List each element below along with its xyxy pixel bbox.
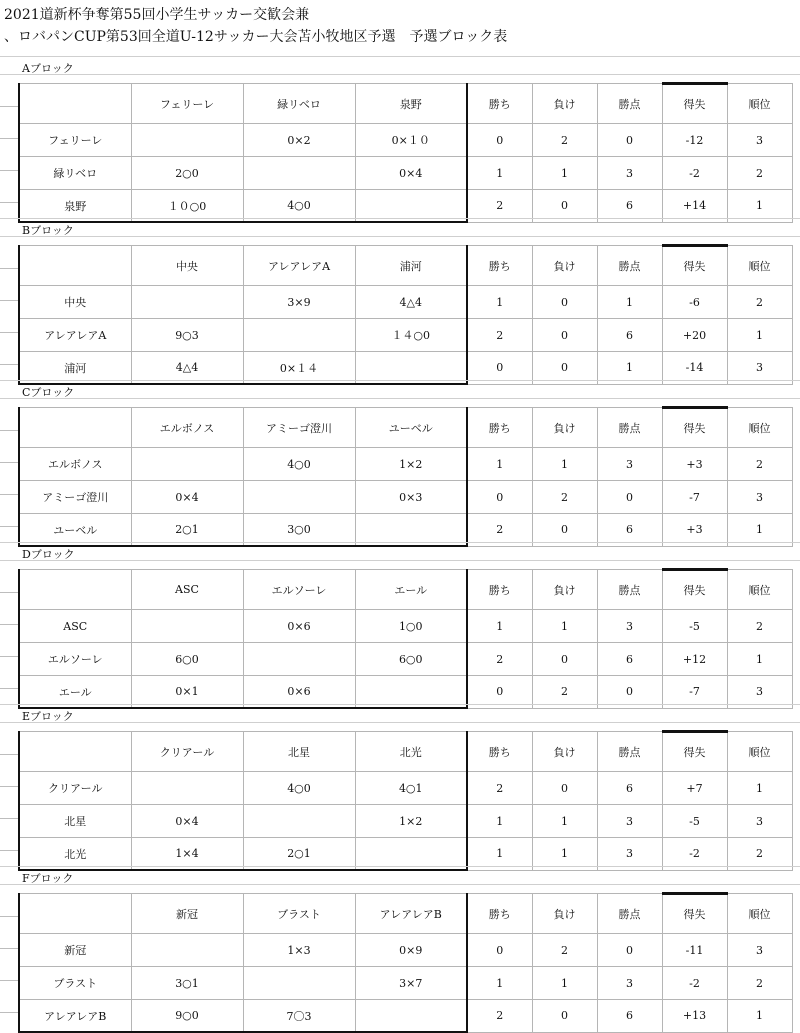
block-table — [18, 244, 793, 385]
stat-wins: 2 — [467, 1000, 532, 1033]
grid-line-stub — [0, 364, 18, 365]
self-match-cell — [131, 286, 243, 319]
stat-losses: 2 — [532, 124, 597, 157]
col-header-team: 北星 — [243, 732, 355, 772]
stat-wins: 2 — [467, 643, 532, 676]
match-result: 0×1 — [131, 676, 243, 709]
block-label: Fブロック — [22, 872, 74, 885]
row-header-team: 北星 — [19, 805, 131, 838]
col-header-stat: 得失 — [662, 732, 727, 772]
match-result: 7〇3 — [243, 1000, 355, 1033]
stat-goal-diff: +20 — [662, 319, 727, 352]
grid-line-stub — [0, 624, 18, 625]
col-header-team: フェリーレ — [131, 84, 243, 124]
match-result: 0×4 — [355, 157, 467, 190]
grid-line-stub — [0, 980, 18, 981]
block-d — [0, 548, 800, 698]
match-result: 0×4 — [131, 805, 243, 838]
row-header-team: アレアレアA — [19, 319, 131, 352]
match-result: 0×6 — [243, 610, 355, 643]
col-header-stat: 勝ち — [467, 894, 532, 934]
col-header-team: 緑リベロ — [243, 84, 355, 124]
stat-rank: 2 — [727, 286, 792, 319]
col-header-stat: 順位 — [727, 408, 792, 448]
self-match-cell — [243, 481, 355, 514]
table-header-row — [19, 732, 792, 772]
corner-cell — [19, 408, 131, 448]
grid-line — [0, 704, 800, 705]
grid-line-stub — [0, 688, 18, 689]
stat-losses: 0 — [532, 352, 597, 385]
stat-points: 0 — [597, 676, 662, 709]
stat-rank: 2 — [727, 157, 792, 190]
col-header-stat: 得失 — [662, 894, 727, 934]
stat-points: 6 — [597, 772, 662, 805]
col-header-stat: 順位 — [727, 246, 792, 286]
block-f — [0, 872, 800, 1022]
grid-line-stub — [0, 850, 18, 851]
row-header-team: 新冠 — [19, 934, 131, 967]
stat-wins: 2 — [467, 514, 532, 547]
stat-wins: 2 — [467, 319, 532, 352]
table-row — [19, 319, 792, 352]
match-result: 4△4 — [131, 352, 243, 385]
grid-line — [0, 542, 800, 543]
stat-rank: 1 — [727, 1000, 792, 1033]
block-table — [18, 406, 793, 547]
col-header-stat: 勝点 — [597, 732, 662, 772]
stat-wins: 1 — [467, 157, 532, 190]
stat-losses: 1 — [532, 805, 597, 838]
grid-line-stub — [0, 332, 18, 333]
stat-goal-diff: +7 — [662, 772, 727, 805]
corner-cell — [19, 570, 131, 610]
stat-rank: 1 — [727, 319, 792, 352]
stat-points: 3 — [597, 448, 662, 481]
stat-losses: 1 — [532, 967, 597, 1000]
row-header-team: アレアレアB — [19, 1000, 131, 1033]
corner-cell — [19, 894, 131, 934]
stat-rank: 1 — [727, 772, 792, 805]
col-header-stat: 勝ち — [467, 408, 532, 448]
stat-rank: 3 — [727, 481, 792, 514]
grid-line-stub — [0, 106, 18, 107]
table-row — [19, 967, 792, 1000]
stat-losses: 1 — [532, 448, 597, 481]
table-header-row — [19, 570, 792, 610]
table-row — [19, 448, 792, 481]
row-header-team: 北光 — [19, 838, 131, 871]
self-match-cell — [243, 967, 355, 1000]
self-match-cell — [243, 643, 355, 676]
match-result: 2○1 — [243, 838, 355, 871]
match-result: 3○1 — [131, 967, 243, 1000]
stat-wins: 1 — [467, 286, 532, 319]
row-header-team: フェリーレ — [19, 124, 131, 157]
match-result: 0×9 — [355, 934, 467, 967]
stat-rank: 1 — [727, 643, 792, 676]
match-result: 3×7 — [355, 967, 467, 1000]
stat-points: 3 — [597, 610, 662, 643]
col-header-team: 北光 — [355, 732, 467, 772]
stat-wins: 1 — [467, 805, 532, 838]
grid-line-stub — [0, 818, 18, 819]
grid-line — [0, 74, 800, 75]
match-result: 0×１０ — [355, 124, 467, 157]
table-row — [19, 610, 792, 643]
stat-rank: 1 — [727, 190, 792, 223]
stat-points: 3 — [597, 838, 662, 871]
table-row — [19, 643, 792, 676]
col-header-team: 泉野 — [355, 84, 467, 124]
stat-losses: 1 — [532, 838, 597, 871]
grid-line-stub — [0, 948, 18, 949]
row-header-team: 浦河 — [19, 352, 131, 385]
col-header-stat: 勝点 — [597, 408, 662, 448]
stat-losses: 1 — [532, 157, 597, 190]
grid-line-stub — [0, 656, 18, 657]
stat-losses: 0 — [532, 514, 597, 547]
grid-line-stub — [0, 916, 18, 917]
match-result: 1×2 — [355, 448, 467, 481]
table-header-row — [19, 84, 792, 124]
block-table — [18, 730, 793, 871]
grid-line — [0, 560, 800, 561]
col-header-stat: 負け — [532, 246, 597, 286]
stat-rank: 2 — [727, 448, 792, 481]
block-b — [0, 224, 800, 374]
grid-line-stub — [0, 786, 18, 787]
match-result: 3×9 — [243, 286, 355, 319]
grid-line — [0, 380, 800, 381]
match-result: 4○0 — [243, 190, 355, 223]
stat-rank: 3 — [727, 352, 792, 385]
row-header-team: アミーゴ澄川 — [19, 481, 131, 514]
stat-losses: 0 — [532, 772, 597, 805]
stat-goal-diff: +14 — [662, 190, 727, 223]
table-row — [19, 286, 792, 319]
table-row — [19, 124, 792, 157]
grid-line-stub — [0, 494, 18, 495]
grid-line-stub — [0, 462, 18, 463]
col-header-stat: 負け — [532, 84, 597, 124]
stat-rank: 3 — [727, 124, 792, 157]
match-result: 4○0 — [243, 448, 355, 481]
match-result: 0×6 — [243, 676, 355, 709]
stat-points: 3 — [597, 157, 662, 190]
stat-rank: 2 — [727, 838, 792, 871]
col-header-stat: 負け — [532, 408, 597, 448]
col-header-team: ブラスト — [243, 894, 355, 934]
match-result: 1×3 — [243, 934, 355, 967]
stat-goal-diff: -11 — [662, 934, 727, 967]
stat-losses: 1 — [532, 610, 597, 643]
stat-rank: 2 — [727, 967, 792, 1000]
grid-line — [0, 884, 800, 885]
block-label: Eブロック — [22, 710, 74, 723]
stat-losses: 2 — [532, 481, 597, 514]
match-result: 4○1 — [355, 772, 467, 805]
col-header-stat: 得失 — [662, 408, 727, 448]
stat-wins: 0 — [467, 352, 532, 385]
grid-line-stub — [0, 754, 18, 755]
col-header-team: 浦河 — [355, 246, 467, 286]
col-header-stat: 得失 — [662, 570, 727, 610]
stat-points: 6 — [597, 643, 662, 676]
stat-goal-diff: -12 — [662, 124, 727, 157]
stat-goal-diff: -2 — [662, 838, 727, 871]
stat-goal-diff: -2 — [662, 967, 727, 1000]
self-match-cell — [243, 319, 355, 352]
row-header-team: ASC — [19, 610, 131, 643]
stat-wins: 0 — [467, 676, 532, 709]
table-header-row — [19, 246, 792, 286]
stat-wins: 1 — [467, 838, 532, 871]
stat-wins: 1 — [467, 448, 532, 481]
self-match-cell — [243, 805, 355, 838]
table-row — [19, 805, 792, 838]
stat-goal-diff: -5 — [662, 805, 727, 838]
stat-goal-diff: -7 — [662, 676, 727, 709]
self-match-cell — [131, 934, 243, 967]
grid-line — [0, 398, 800, 399]
col-header-stat: 順位 — [727, 894, 792, 934]
stat-losses: 0 — [532, 190, 597, 223]
match-result: 1×4 — [131, 838, 243, 871]
match-result: １４○0 — [355, 319, 467, 352]
col-header-stat: 勝点 — [597, 570, 662, 610]
col-header-stat: 負け — [532, 570, 597, 610]
stat-points: 6 — [597, 1000, 662, 1033]
col-header-team: エルボノス — [131, 408, 243, 448]
stat-rank: 3 — [727, 934, 792, 967]
match-result: 0×4 — [131, 481, 243, 514]
block-label: Bブロック — [22, 224, 74, 237]
table-row — [19, 934, 792, 967]
col-header-stat: 勝点 — [597, 246, 662, 286]
col-header-stat: 勝ち — [467, 570, 532, 610]
col-header-stat: 勝ち — [467, 84, 532, 124]
table-row — [19, 157, 792, 190]
row-header-team: 中央 — [19, 286, 131, 319]
stat-goal-diff: -2 — [662, 157, 727, 190]
block-table — [18, 892, 793, 1033]
col-header-team: アレアレアB — [355, 894, 467, 934]
stat-rank: 2 — [727, 610, 792, 643]
self-match-cell — [131, 772, 243, 805]
self-match-cell — [131, 124, 243, 157]
row-header-team: 緑リベロ — [19, 157, 131, 190]
grid-line-stub — [0, 526, 18, 527]
stat-losses: 2 — [532, 934, 597, 967]
col-header-stat: 勝点 — [597, 894, 662, 934]
stat-losses: 0 — [532, 286, 597, 319]
col-header-team: 新冠 — [131, 894, 243, 934]
table-header-row — [19, 894, 792, 934]
stat-goal-diff: -6 — [662, 286, 727, 319]
stat-wins: 2 — [467, 772, 532, 805]
block-a — [0, 62, 800, 212]
row-header-team: ブラスト — [19, 967, 131, 1000]
match-result: 6○0 — [355, 643, 467, 676]
block-e — [0, 710, 800, 860]
row-header-team: ユーベル — [19, 514, 131, 547]
stat-goal-diff: +12 — [662, 643, 727, 676]
grid-line-stub — [0, 430, 18, 431]
grid-line — [0, 866, 800, 867]
block-label: Cブロック — [22, 386, 75, 399]
stat-goal-diff: -14 — [662, 352, 727, 385]
col-header-stat: 勝ち — [467, 732, 532, 772]
col-header-stat: 勝ち — [467, 246, 532, 286]
col-header-stat: 負け — [532, 894, 597, 934]
match-result: 0×3 — [355, 481, 467, 514]
stat-wins: 0 — [467, 934, 532, 967]
stat-losses: 0 — [532, 319, 597, 352]
col-header-stat: 順位 — [727, 570, 792, 610]
page-title-line-2: 、ロバパンCUP第53回全道U-12サッカー大会苫小牧地区予選 予選ブロック表 — [4, 29, 508, 45]
match-result: 9○3 — [131, 319, 243, 352]
stat-goal-diff: +3 — [662, 448, 727, 481]
stat-losses: 0 — [532, 643, 597, 676]
match-result: 2○0 — [131, 157, 243, 190]
stat-points: 6 — [597, 190, 662, 223]
col-header-team: アレアレアA — [243, 246, 355, 286]
grid-line — [0, 722, 800, 723]
stat-points: 0 — [597, 124, 662, 157]
stat-points: 1 — [597, 286, 662, 319]
col-header-stat: 得失 — [662, 246, 727, 286]
match-result: 6○0 — [131, 643, 243, 676]
self-match-cell — [243, 157, 355, 190]
grid-line — [0, 56, 800, 57]
stat-points: 6 — [597, 319, 662, 352]
block-label: Dブロック — [22, 548, 75, 561]
stat-losses: 2 — [532, 676, 597, 709]
stat-goal-diff: +13 — [662, 1000, 727, 1033]
stat-goal-diff: -7 — [662, 481, 727, 514]
match-result: 9○0 — [131, 1000, 243, 1033]
table-row — [19, 481, 792, 514]
match-result: １０○0 — [131, 190, 243, 223]
match-result: 4△4 — [355, 286, 467, 319]
corner-cell — [19, 246, 131, 286]
grid-line — [0, 236, 800, 237]
match-result: 4○0 — [243, 772, 355, 805]
col-header-team: アミーゴ澄川 — [243, 408, 355, 448]
col-header-stat: 得失 — [662, 84, 727, 124]
self-match-cell — [131, 448, 243, 481]
col-header-team: 中央 — [131, 246, 243, 286]
col-header-stat: 順位 — [727, 732, 792, 772]
grid-line-stub — [0, 1012, 18, 1013]
grid-line-stub — [0, 592, 18, 593]
page-title-line-1: 2021道新杯争奪第55回小学生サッカー交歓会兼 — [4, 7, 310, 23]
match-result: 0×2 — [243, 124, 355, 157]
col-header-stat: 勝点 — [597, 84, 662, 124]
row-header-team: エルボノス — [19, 448, 131, 481]
row-header-team: クリアール — [19, 772, 131, 805]
grid-line-stub — [0, 170, 18, 171]
self-match-cell — [355, 1000, 467, 1033]
stat-wins: 1 — [467, 610, 532, 643]
table-header-row — [19, 408, 792, 448]
corner-cell — [19, 732, 131, 772]
stat-wins: 1 — [467, 967, 532, 1000]
block-table — [18, 568, 793, 709]
grid-line-stub — [0, 202, 18, 203]
stat-wins: 0 — [467, 124, 532, 157]
match-result: 2○1 — [131, 514, 243, 547]
col-header-team: ASC — [131, 570, 243, 610]
corner-cell — [19, 84, 131, 124]
match-result: 1×2 — [355, 805, 467, 838]
col-header-team: エルソーレ — [243, 570, 355, 610]
row-header-team: エール — [19, 676, 131, 709]
stat-points: 0 — [597, 481, 662, 514]
stat-points: 3 — [597, 805, 662, 838]
stat-points: 6 — [597, 514, 662, 547]
match-result: 0×１４ — [243, 352, 355, 385]
block-label: Aブロック — [22, 62, 74, 75]
match-result: 1○0 — [355, 610, 467, 643]
col-header-stat: 順位 — [727, 84, 792, 124]
stat-rank: 1 — [727, 514, 792, 547]
grid-line-stub — [0, 138, 18, 139]
stat-rank: 3 — [727, 805, 792, 838]
table-row — [19, 1000, 792, 1033]
stat-wins: 0 — [467, 481, 532, 514]
col-header-team: ユーベル — [355, 408, 467, 448]
block-c — [0, 386, 800, 536]
stat-rank: 3 — [727, 676, 792, 709]
col-header-team: クリアール — [131, 732, 243, 772]
row-header-team: エルソーレ — [19, 643, 131, 676]
grid-line-stub — [0, 268, 18, 269]
stat-points: 0 — [597, 934, 662, 967]
stat-goal-diff: -5 — [662, 610, 727, 643]
col-header-stat: 負け — [532, 732, 597, 772]
stat-wins: 2 — [467, 190, 532, 223]
stat-points: 1 — [597, 352, 662, 385]
stat-points: 3 — [597, 967, 662, 1000]
match-result: 3○0 — [243, 514, 355, 547]
col-header-team: エール — [355, 570, 467, 610]
stat-goal-diff: +3 — [662, 514, 727, 547]
table-row — [19, 772, 792, 805]
self-match-cell — [131, 610, 243, 643]
row-header-team: 泉野 — [19, 190, 131, 223]
grid-line — [0, 218, 800, 219]
grid-line-stub — [0, 300, 18, 301]
stat-losses: 0 — [532, 1000, 597, 1033]
block-table — [18, 82, 793, 223]
